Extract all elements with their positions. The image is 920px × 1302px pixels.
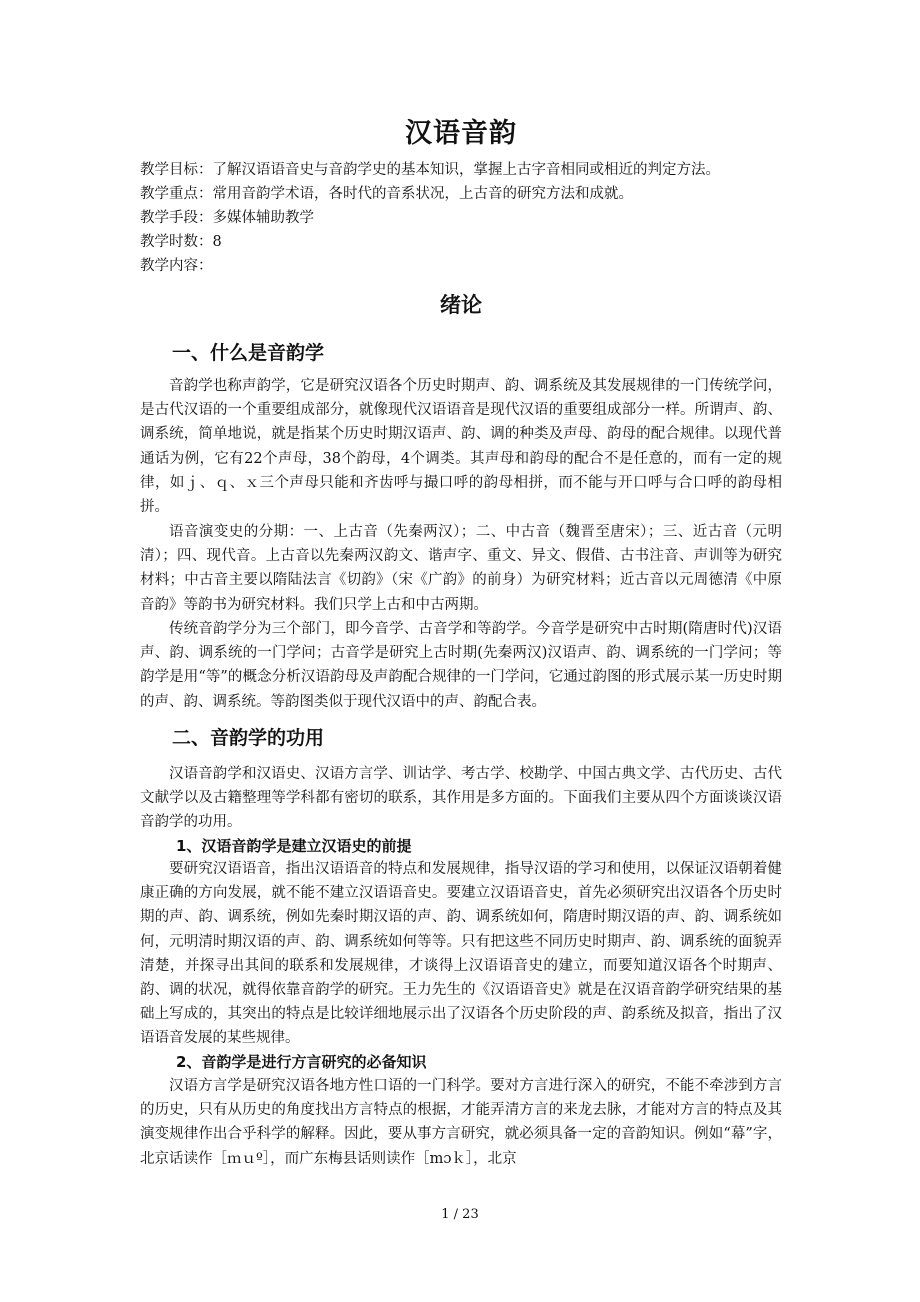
meta-focus: 教学重点：常用音韵学术语，各时代的音系状况，上古音的研究方法和成就。: [140, 186, 633, 202]
meta-objective: 教学目标：了解汉语语音史与音韵学史的基本知识，掌握上古字音相同或相近的判定方法。: [140, 162, 720, 178]
teaching-meta: [140, 158, 790, 278]
paragraph: 汉语音韵学和汉语史、汉语方言学、训诂学、考古学、校勘学、中国古典文学、古代历史、古代文献学以及古籍整理等学科都有密切的联系，其作用是多方面的。下面我们主要从四个方面谈谈汉语音韵学的功用。: [140, 766, 782, 831]
document-title: 汉语音韵: [405, 118, 517, 149]
section-title: 绪论: [440, 293, 482, 317]
paragraph: 传统音韵学分为三个部门，即今音学、古音学和等韵学。今音学是研究中古时期(隋唐时代)汉语声、韵、调系统的一门学问；古音学是研究上古时期(先秦两汉)汉语声、韵、调系统的一门学问；等韵学是用“等”的概念分析汉语韵母及声韵配合规律的一门学问，它通过韵图的形式展示某一历史时期的声、韵、调系统。等韵图类似于现代汉语中的声、韵配合表。: [140, 621, 782, 710]
meta-hours: 教学时数：8: [140, 234, 222, 250]
paragraph: 音韵学也称声韵学，它是研究汉语各个历史时期声、韵、调系统及其发展规律的一门传统学问，是古代汉语的一个重要组成部分，就像现代汉语语音是现代汉语的重要组成部分一样。所谓声、韵、调系统，简单地说，就是指某个历史时期汉语声、韵、调的种类及声母、韵母的配合规律。以现代普通话为例，它有22个声母，38个韵母，4个调类。其声母和韵母的配合不是任意的，而有一定的规律，如ｊ、ｑ、ｘ三个声母只能和齐齿呼与撮口呼的韵母相拼，而不能与开口呼与合口呼的韵母相拼。: [140, 378, 782, 516]
paragraph: 要研究汉语语音，指出汉语语音的特点和发展规律，指导汉语的学习和使用，以保证汉语朝着健康正确的方向发展，就不能不建立汉语语音史。要建立汉语语音史，首先必须研究出汉语各个历史时期的声、韵、调系统，例如先秦时期汉语的声、韵、调系统如何，隋唐时期汉语的声、韵、调系统如何，元明清时期汉语的声、韵、调系统如何等等。只有把这些不同历史时期声、韵、调系统的面貌弄清楚，并探寻出其间的联系和发展规律，才谈得上汉语语音史的建立，而要知道汉语各个时期声、韵、调的状况，就得依靠音韵学的研究。王力先生的《汉语语音史》就是在汉语音韵学研究结果的基础上写成的，其突出的特点是比较详细地展示出了汉语各个历史阶段的声、韵系统及拟音，指出了汉语语音发展的某些规律。: [140, 861, 782, 1047]
paragraph: 语音演变史的分期：一、上古音（先秦两汉）；二、中古音（魏晋至唐宋）；三、近古音（元明清）；四、现代音。上古音以先秦两汉韵文、谐声字、重文、异文、假借、古书注音、声训等为研究材料；中古音主要以隋陆法言《切韵》（宋《广韵》的前身）为研究材料；近古音以元周德清《中原音韵》等韵书为研究材料。我们只学上古和中古两期。: [140, 524, 782, 613]
heading-what-is-phonology: 一、什么是音韵学: [172, 342, 325, 364]
meta-content: 教学内容：: [140, 258, 213, 274]
paragraph: 汉语方言学是研究汉语各地方性口语的一门科学。要对方言进行深入的研究，不能不牵涉到方言的历史，只有从历史的角度找出方言特点的根据，才能弄清方言的来龙去脉，才能对方言的特点及其演变规律作出合乎科学的解释。因此，要从事方言研究，就必须具备一定的音韵知识。例如“幕”字，北京话读作［ｍｕº］，而广东梅县话则读作［mɔｋ］，北京: [140, 1078, 782, 1167]
subheading-dialect-knowledge: 2、音韵学是进行方言研究的必备知识: [176, 1053, 427, 1071]
subheading-history-premise: 1、汉语音韵学是建立汉语史的前提: [176, 837, 412, 855]
meta-means: 教学手段：多媒体辅助教学: [140, 210, 314, 226]
page-number: 1 / 23: [441, 1207, 479, 1222]
heading-functions: 二、音韵学的功用: [172, 727, 325, 749]
